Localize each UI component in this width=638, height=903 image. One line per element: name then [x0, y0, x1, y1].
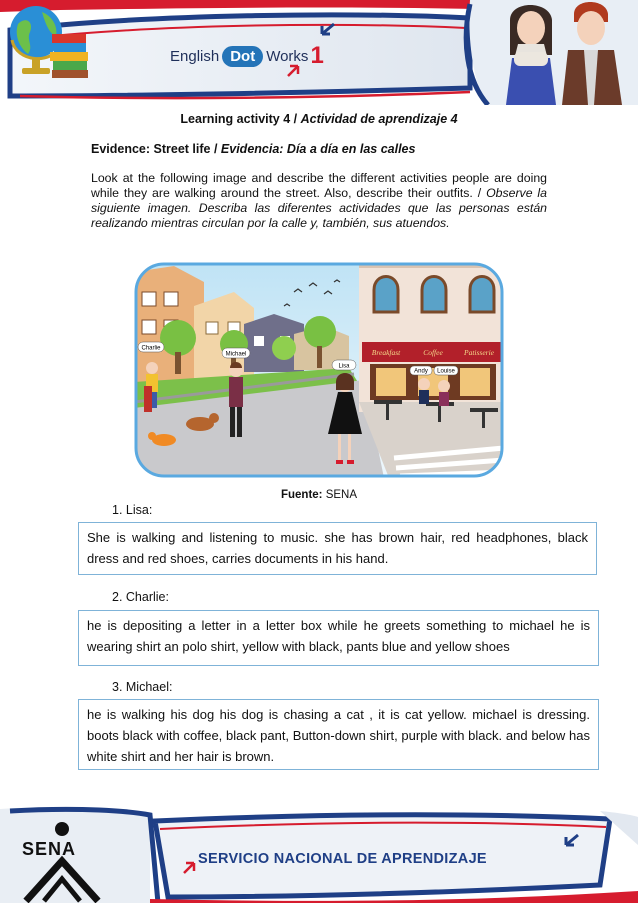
image-source [0, 489, 638, 501]
english-dot-works-logo [170, 42, 324, 70]
title-english: Learning activity 4 [180, 112, 291, 126]
brand-number: 1 [310, 42, 324, 69]
label-michael: Michael [225, 351, 247, 358]
instructions-english: Look at the following image and describe the different activities people are doing while they are walking around the street. Also, describe their outfits. / [91, 171, 547, 200]
title-separator: / [290, 112, 301, 126]
sign-patisserie: Patisserie [464, 348, 494, 357]
label-lisa: Lisa [338, 363, 350, 370]
instructions-spanish: Observe la siguiente imagen. Describa las diferentes actividades que las personas están realizando mientras circulan por la calle y, también, sus atuendos. [91, 186, 548, 230]
student-girl-illustration [506, 5, 556, 105]
label-louise: Louise [437, 368, 455, 375]
sena-logo-text: SENA [22, 839, 77, 859]
source-label: Fuente: [280, 489, 323, 501]
page-title [0, 112, 638, 126]
page-header [0, 0, 638, 105]
brand-word-english: English [170, 47, 220, 65]
instructions-paragraph [91, 171, 547, 231]
title-spanish: Actividad de aprendizaje 4 [300, 112, 458, 126]
brand-word-dot: Dot [222, 46, 263, 67]
evidence-separator: / [210, 142, 221, 156]
answer-box-lisa[interactable]: She is walking and listening to music. she has brown hair, red headphones, black dress and red shoes, carries documents in his hand. [78, 522, 597, 575]
label-andy: Andy [414, 368, 428, 375]
books-icon [50, 34, 88, 78]
source-value: SENA [325, 489, 358, 501]
evidence-spanish: Evidencia: Día a día en las calles [220, 142, 416, 156]
sign-coffee: Coffee [423, 348, 443, 357]
question-label-charlie: 2. Charlie: [112, 590, 169, 604]
answer-box-charlie[interactable]: he is depositing a letter in a letter box while he greets something to michael he is wearing shirt an polo shirt, yellow with black, pants blue and yellow shoes [78, 610, 599, 666]
question-label-lisa: 1. Lisa: [112, 503, 153, 517]
evidence-heading [91, 142, 415, 156]
evidence-english: Evidence: Street life [91, 142, 211, 156]
street-scene-illustration [134, 262, 504, 478]
question-label-michael: 3. Michael: [112, 680, 173, 694]
label-charlie: Charlie [141, 345, 161, 352]
footer-banner-text: SERVICIO NACIONAL DE APRENDIZAJE [198, 851, 487, 867]
page-footer [0, 805, 638, 903]
answer-box-michael[interactable]: he is walking his dog his dog is chasing a cat , it is cat yellow. michael is dressing. boots black with coffee, black pant, Button-down shirt, purple with black. and below has white shirt and her hair is brown. [78, 699, 599, 770]
sign-breakfast: Breakfast [371, 348, 401, 357]
brand-word-works: Works [266, 47, 309, 65]
